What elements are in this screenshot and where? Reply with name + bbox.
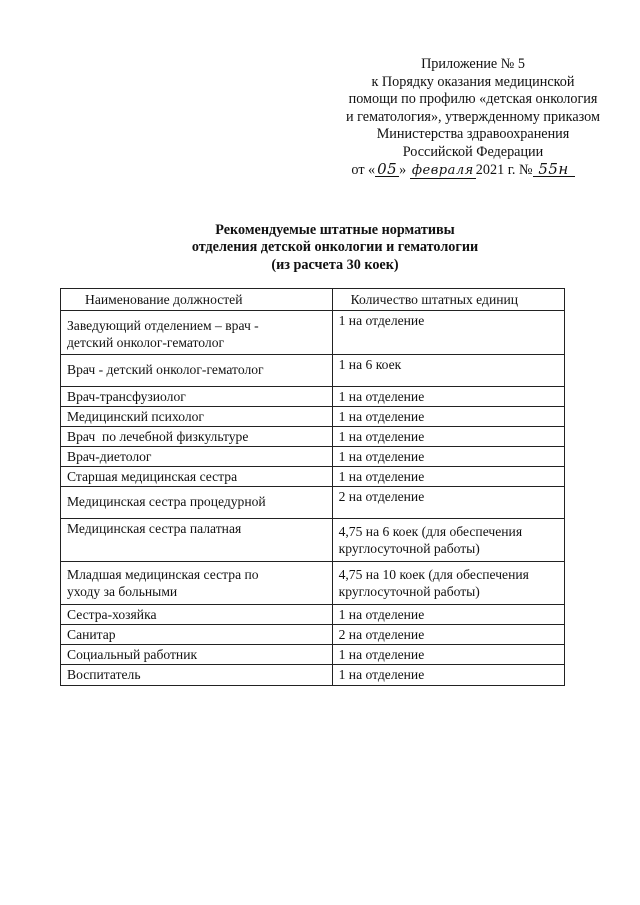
table-row [61,355,565,387]
units-cell: 2 на отделение [332,625,564,645]
date-separator: » [399,161,407,178]
units-cell: 1 на отделение [332,645,564,665]
appendix-line: к Порядку оказания медицинской [371,73,575,90]
heading-line: (из расчета 30 коек) [271,256,399,273]
units-cell: 1 на отделение [332,665,564,686]
position-cell: Медицинская сестра палатная [61,519,333,562]
units-cell: 1 на отделение [332,447,564,467]
position-cell: Медицинский психолог [61,407,333,427]
date-year: 2021 г. [475,161,516,178]
column-header-position: Наименование должностей [61,289,333,311]
position-cell: Медицинская сестра процедурной [61,487,333,519]
date-prefix: от « [351,161,376,178]
table-row [61,645,565,665]
table-row [61,311,565,355]
handwritten-day: 05 [377,159,398,178]
position-cell: Младшая медицинская сестра по уходу за больными [61,562,333,605]
position-cell: Врач-трансфузиолог [61,387,333,407]
heading-line: Рекомендуемые штатные нормативы [215,222,455,238]
units-cell: 1 на отделение [332,387,564,407]
table-row [61,467,565,487]
position-cell: Врач по лечебной физкультуре [61,427,333,447]
units-cell: 4,75 на 10 коек (для обеспечения круглосуточной работы) [332,562,564,605]
order-number-prefix: № [519,161,533,178]
units-cell: 1 на отделение [332,311,564,355]
table-row [61,487,565,519]
table-row [61,625,565,645]
table-row [61,387,565,407]
appendix-line: Министерства здравоохранения [376,126,570,143]
units-cell: 1 на отделение [332,427,564,447]
table-header-row [61,289,565,311]
appendix-block [318,56,628,179]
heading-line: отделения детской онкологии и гематологии [191,239,479,256]
appendix-line: Приложение № 5 [421,56,525,72]
position-cell: Старшая медицинская сестра [61,467,333,487]
position-cell: Санитар [61,625,333,645]
units-cell: 1 на отделение [332,467,564,487]
handwritten-order-number: 55н [533,162,575,177]
table-row [61,605,565,625]
position-cell: Заведующий отделением – врач - детский онколог-гематолог [61,311,333,355]
document-heading [120,222,550,274]
table-row [61,447,565,467]
position-cell: Врач-диетолог [61,447,333,467]
table-row [61,519,565,562]
units-cell: 4,75 на 6 коек (для обеспечения круглосуточной работы) [332,519,564,562]
position-cell: Врач - детский онколог-гематолог [61,355,333,387]
units-cell: 2 на отделение [332,487,564,519]
table-row [61,665,565,686]
staffing-table [60,288,565,686]
table-row [61,407,565,427]
position-cell: Сестра-хозяйка [61,605,333,625]
units-cell: 1 на 6 коек [332,355,564,387]
appendix-line: и гематология», утвержденному приказом [346,108,600,125]
handwritten-month: февраля [410,164,476,179]
appendix-line: помощи по профилю «детская онкология [348,91,598,108]
order-date-line [308,159,618,180]
appendix-line: Российской Федерации [402,143,544,160]
units-cell: 1 на отделение [332,407,564,427]
position-cell: Воспитатель [61,665,333,686]
position-cell: Социальный работник [61,645,333,665]
units-cell: 1 на отделение [332,605,564,625]
table-row [61,562,565,605]
table-row [61,427,565,447]
column-header-units: Количество штатных единиц [332,289,564,311]
